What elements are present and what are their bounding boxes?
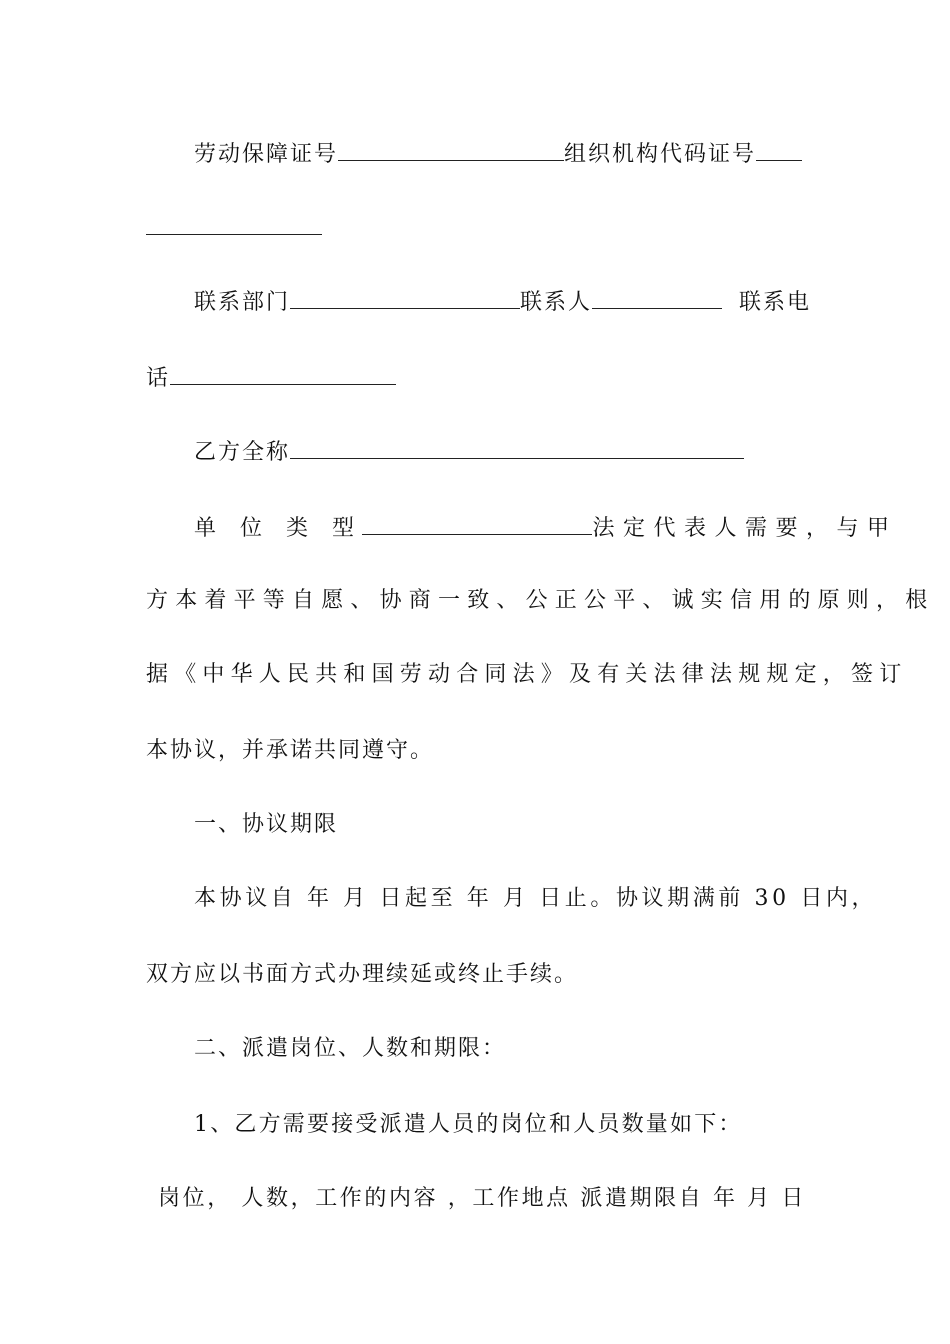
org-code-blank-end[interactable] xyxy=(146,212,322,235)
labor-cert-label: 劳动保障证号 xyxy=(194,142,339,167)
contact-line xyxy=(194,286,814,318)
party-b-line xyxy=(194,436,814,468)
contact-person-blank[interactable] xyxy=(592,286,722,309)
contact-phone-label-end: 话 xyxy=(146,366,171,391)
contact-phone-line xyxy=(146,362,816,394)
unit-type-blank[interactable] xyxy=(362,512,592,535)
section-heading: 一、协议期限 xyxy=(194,812,339,837)
legal-rep-text: 法定代表人需要，与甲 xyxy=(592,516,898,541)
paragraph-line: 本协议，并承诺共同遵守。 xyxy=(146,738,435,763)
list-item: 1、乙方需要接受派遣人员的岗位和人员数量如下： xyxy=(194,1112,743,1137)
party-b-fullname-blank[interactable] xyxy=(290,436,744,459)
paragraph-line: 方本着平等自愿、协商一致、公正公平、诚实信用的原则，根 xyxy=(146,588,935,613)
unit-type-line xyxy=(194,512,898,544)
position-table-line: 岗位， 人数，工作的内容 ，工作地点 派遣期限自 年 月 日 xyxy=(158,1186,806,1211)
contact-phone-blank[interactable] xyxy=(170,362,396,385)
paragraph-line: 据《中华人民共和国劳动合同法》及有关法律法规规定，签订 xyxy=(146,662,908,687)
contact-person-label: 联系人 xyxy=(520,290,593,315)
paragraph-line: 本协议自 年 月 日起至 年 月 日止。协议期满前 30 日内， xyxy=(194,886,878,911)
labor-cert-line xyxy=(194,138,814,170)
paragraph-line: 双方应以书面方式办理续延或终止手续。 xyxy=(146,962,579,987)
unit-type-label: 单 位 类 型 xyxy=(194,516,363,541)
contact-dept-label: 联系部门 xyxy=(194,290,291,315)
org-code-blank-start[interactable] xyxy=(756,138,802,161)
party-b-fullname-label: 乙方全称 xyxy=(194,440,291,465)
org-code-label: 组织机构代码证号 xyxy=(564,142,757,167)
labor-cert-blank[interactable] xyxy=(338,138,564,161)
org-code-continuation-line xyxy=(146,212,816,244)
contact-dept-blank[interactable] xyxy=(290,286,520,309)
contact-phone-label: 联系电 xyxy=(739,290,812,315)
section-heading: 二、派遣岗位、人数和期限： xyxy=(194,1036,507,1061)
